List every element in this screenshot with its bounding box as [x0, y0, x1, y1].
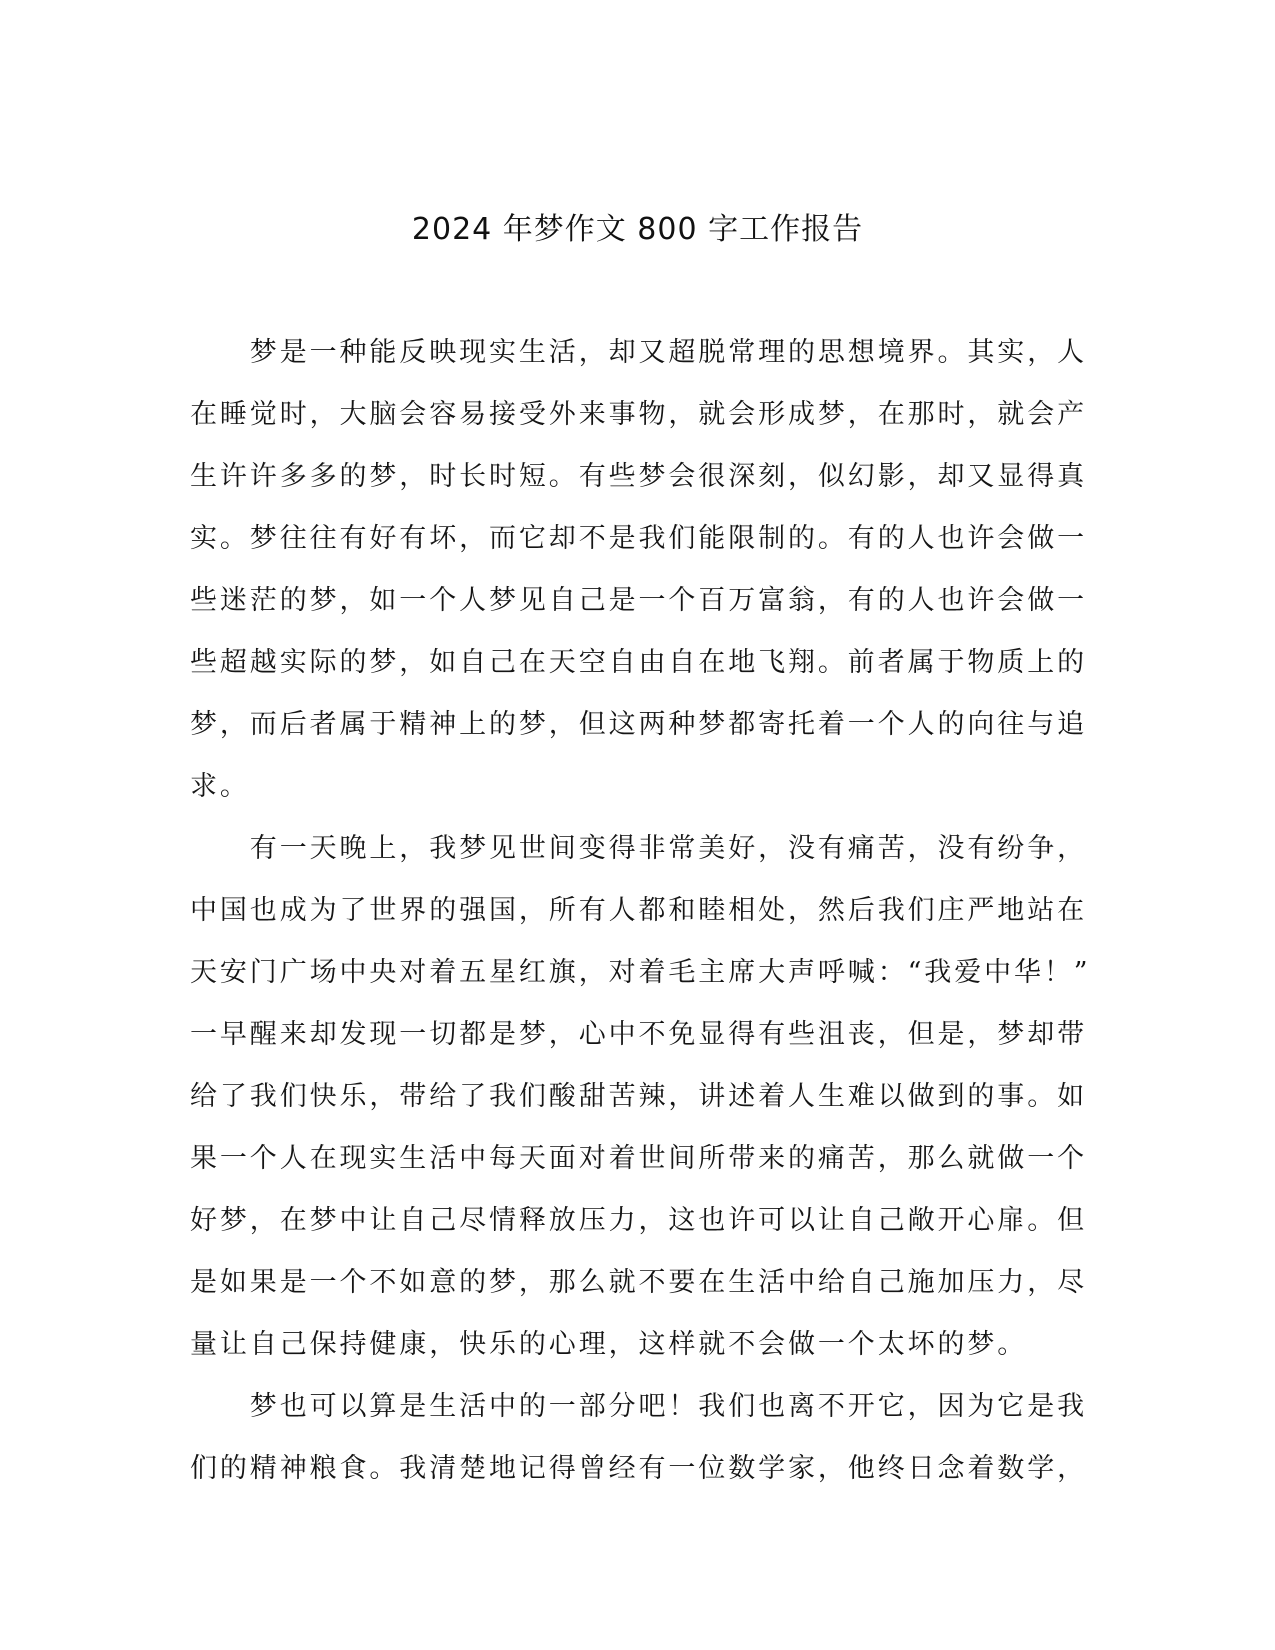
text-line: 生许许多多的梦，时长时短。有些梦会很深刻，似幻影，却又显得真 [190, 461, 1087, 492]
text-line: 是如果是一个不如意的梦，那么就不要在生活中给自己施加压力，尽 [190, 1267, 1087, 1298]
text-line: 实。梦往往有好有坏，而它却不是我们能限制的。有的人也许会做一 [190, 523, 1087, 554]
text-line: 有一天晚上，我梦见世间变得非常美好，没有痛苦，没有纷争， [190, 833, 1087, 864]
document-body [190, 332, 1091, 1510]
text-line: 给了我们快乐，带给了我们酸甜苦辣，讲述着人生难以做到的事。如 [190, 1081, 1087, 1112]
text-line: 梦，而后者属于精神上的梦，但这两种梦都寄托着一个人的向往与追 [190, 709, 1087, 740]
document-title: 2024 年梦作文 800 字工作报告 [411, 212, 864, 247]
text-line: 些超越实际的梦，如自己在天空自由自在地飞翔。前者属于物质上的 [190, 647, 1087, 678]
text-line: 好梦，在梦中让自己尽情释放压力，这也许可以让自己敞开心扉。但 [190, 1205, 1087, 1236]
text-line: 在睡觉时，大脑会容易接受外来事物，就会形成梦，在那时，就会产 [190, 399, 1087, 430]
text-line: 果一个人在现实生活中每天面对着世间所带来的痛苦，那么就做一个 [190, 1143, 1087, 1174]
text-line: 一早醒来却发现一切都是梦，心中不免显得有些沮丧，但是，梦却带 [190, 1019, 1087, 1050]
text-line: 天安门广场中央对着五星红旗，对着毛主席大声呼喊：“我爱中华！” [190, 957, 1091, 988]
text-line: 量让自己保持健康，快乐的心理，这样就不会做一个太坏的梦。 [190, 1329, 1028, 1360]
text-line: 们的精神粮食。我清楚地记得曾经有一位数学家，他终日念着数学， [190, 1453, 1087, 1484]
text-line: 求。 [190, 771, 250, 802]
text-line: 些迷茫的梦，如一个人梦见自己是一个百万富翁，有的人也许会做一 [190, 585, 1087, 616]
text-line: 梦是一种能反映现实生活，却又超脱常理的思想境界。其实，人 [190, 337, 1087, 368]
text-line: 梦也可以算是生活中的一部分吧！我们也离不开它，因为它是我 [190, 1391, 1087, 1422]
text-line: 中国也成为了世界的强国，所有人都和睦相处，然后我们庄严地站在 [190, 895, 1087, 926]
